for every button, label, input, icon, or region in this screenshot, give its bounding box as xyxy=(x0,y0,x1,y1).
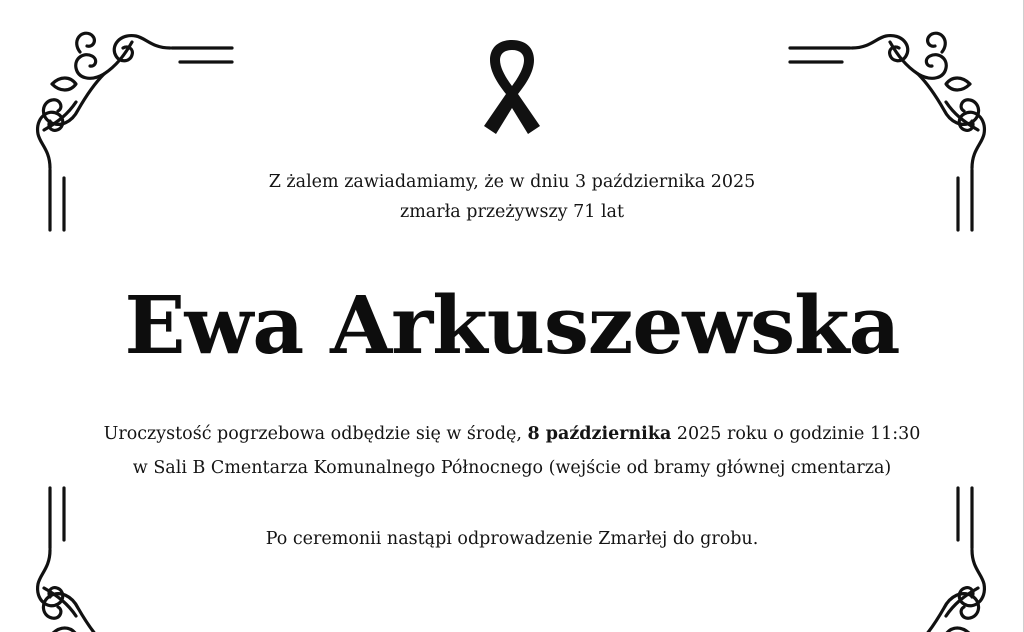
mourning-ribbon-icon xyxy=(480,38,544,134)
intro-text xyxy=(0,167,1024,227)
intro-line-1: Z żalem zawiadamiamy, że w dniu 3 października 2025 xyxy=(268,172,756,192)
ceremony-line-1 xyxy=(0,417,1024,451)
ceremony-details xyxy=(0,417,1024,485)
ceremony-text-before-date: Uroczystość pogrzebowa odbędzie się w środę, xyxy=(103,424,528,444)
corner-ornament-bottom-left-icon xyxy=(20,480,240,632)
closing-text: Po ceremonii nastąpi odprowadzenie Zmarłej do grobu. xyxy=(265,529,759,549)
intro-line-2: zmarła przeżywszy 71 lat xyxy=(399,202,625,222)
ceremony-date: 8 października xyxy=(527,424,672,444)
ceremony-text-after-date: 2025 roku o godzinie 11:30 xyxy=(671,424,921,444)
corner-ornament-bottom-right-icon xyxy=(782,480,1002,632)
ceremony-line-2: w Sali B Cmentarza Komunalnego Północnego (wejście od bramy głównej cmentarza) xyxy=(132,458,892,478)
deceased-name: Ewa Arkuszewska xyxy=(124,278,900,372)
